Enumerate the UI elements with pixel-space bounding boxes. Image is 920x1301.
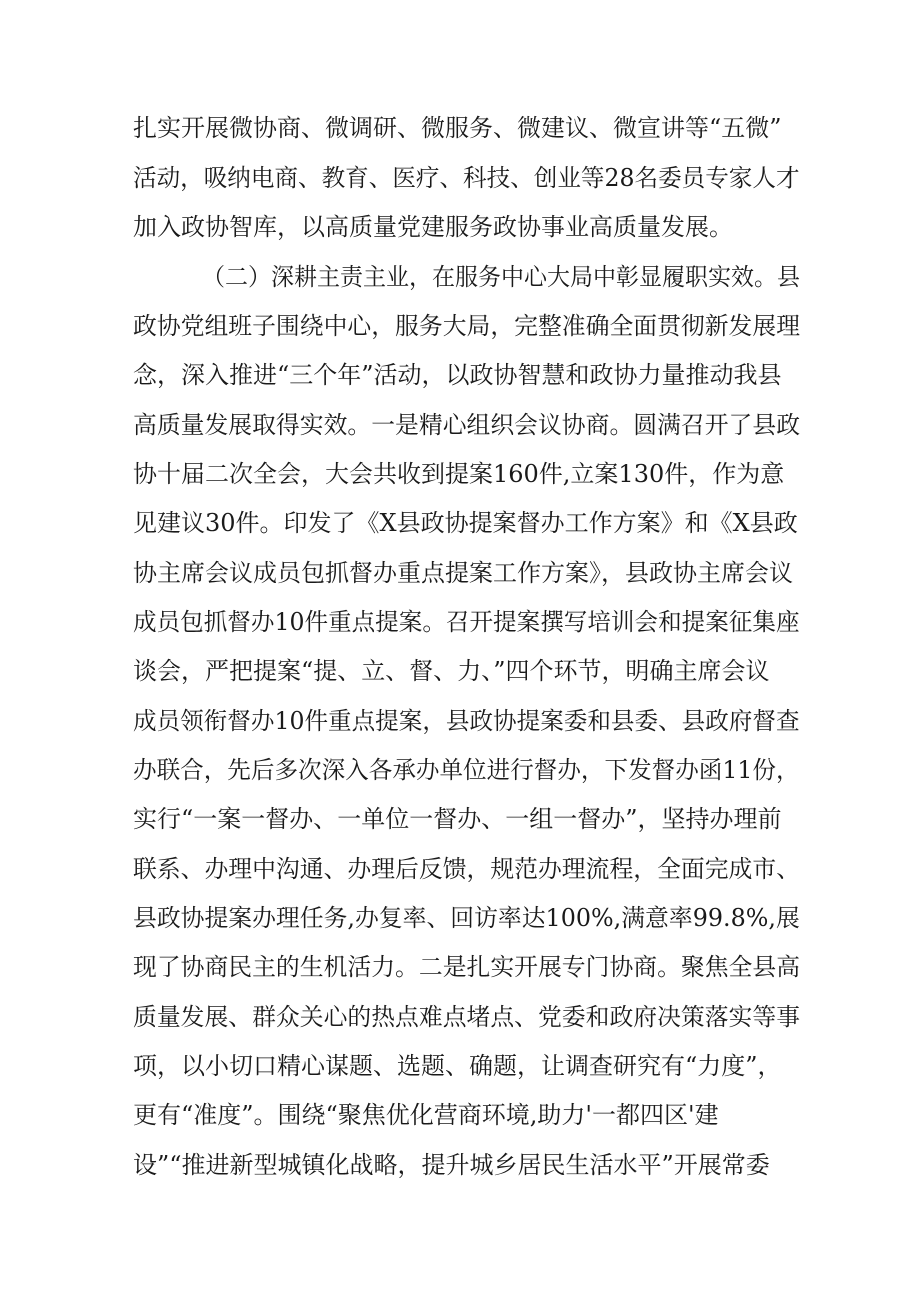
text-line: 县政协提案办理任务,办复率、回访率达100%,满意率99.8%,展 [133, 904, 800, 932]
text-line: 成员领衔督办10件重点提案，县政协提案委和县委、县政府督查 [133, 707, 800, 735]
text-line: 项，以小切口精心谋题、选题、确题，让调查研究有“力度”， [133, 1052, 782, 1080]
text-line: 协主席会议成员包抓督办重点提案工作方案》，县政协主席会议 [133, 559, 793, 587]
text-line: 成员包抓督办10件重点提案。召开提案撰写培训会和提案征集座 [133, 608, 800, 636]
text-line: 高质量发展取得实效。一是精心组织会议协商。圆满召开了县政 [133, 411, 801, 439]
text-line: 念，深入推进“三个年”活动，以政协智慧和政协力量推动我县 [133, 361, 782, 389]
text-line: 扎实开展微协商、微调研、微服务、微建议、微宣讲等“五微” [133, 114, 782, 142]
text-line: 活动，吸纳电商、教育、医疗、科技、创业等28名委员专家人才 [133, 164, 800, 192]
text-line: 质量发展、群众关心的热点难点堵点、党委和政府决策落实等事 [133, 1003, 801, 1031]
paragraph-start: （二）深耕主责主业，在服务中心大局中彰显履职实效。县 [202, 263, 800, 291]
text-line: 现了协商民主的生机活力。二是扎实开展专门协商。聚焦全县高 [133, 953, 801, 981]
text-line: 谈会，严把提案“提、立、督、力、”四个环节，明确主席会议 [133, 657, 770, 685]
text-line: 见建议30件。印发了《X县政协提案督办工作方案》和《X县政 [133, 509, 798, 537]
text-line: 联系、办理中沟通、办理后反馈，规范办理流程，全面完成市、 [133, 855, 801, 883]
text-line: 协十届二次全会，大会共收到提案160件,立案130件，作为意 [133, 460, 785, 488]
text-line: 政协党组班子围绕中心，服务大局，完整准确全面贯彻新发展理 [133, 312, 801, 340]
text-line: 更有“准度”。围绕“聚焦优化营商环境,助力'一都四区'建 [133, 1101, 719, 1129]
text-line: 加入政协智库，以高质量党建服务政协事业高质量发展。 [133, 213, 733, 241]
text-line: 设”“推进新型城镇化战略，提升城乡居民生活水平”开展常委 [133, 1151, 770, 1179]
text-line: 办联合，先后多次深入各承办单位进行督办，下发督办函11份， [133, 756, 800, 784]
text-line: 实行“一案一督办、一单位一督办、一组一督办”，坚持办理前 [133, 805, 782, 833]
